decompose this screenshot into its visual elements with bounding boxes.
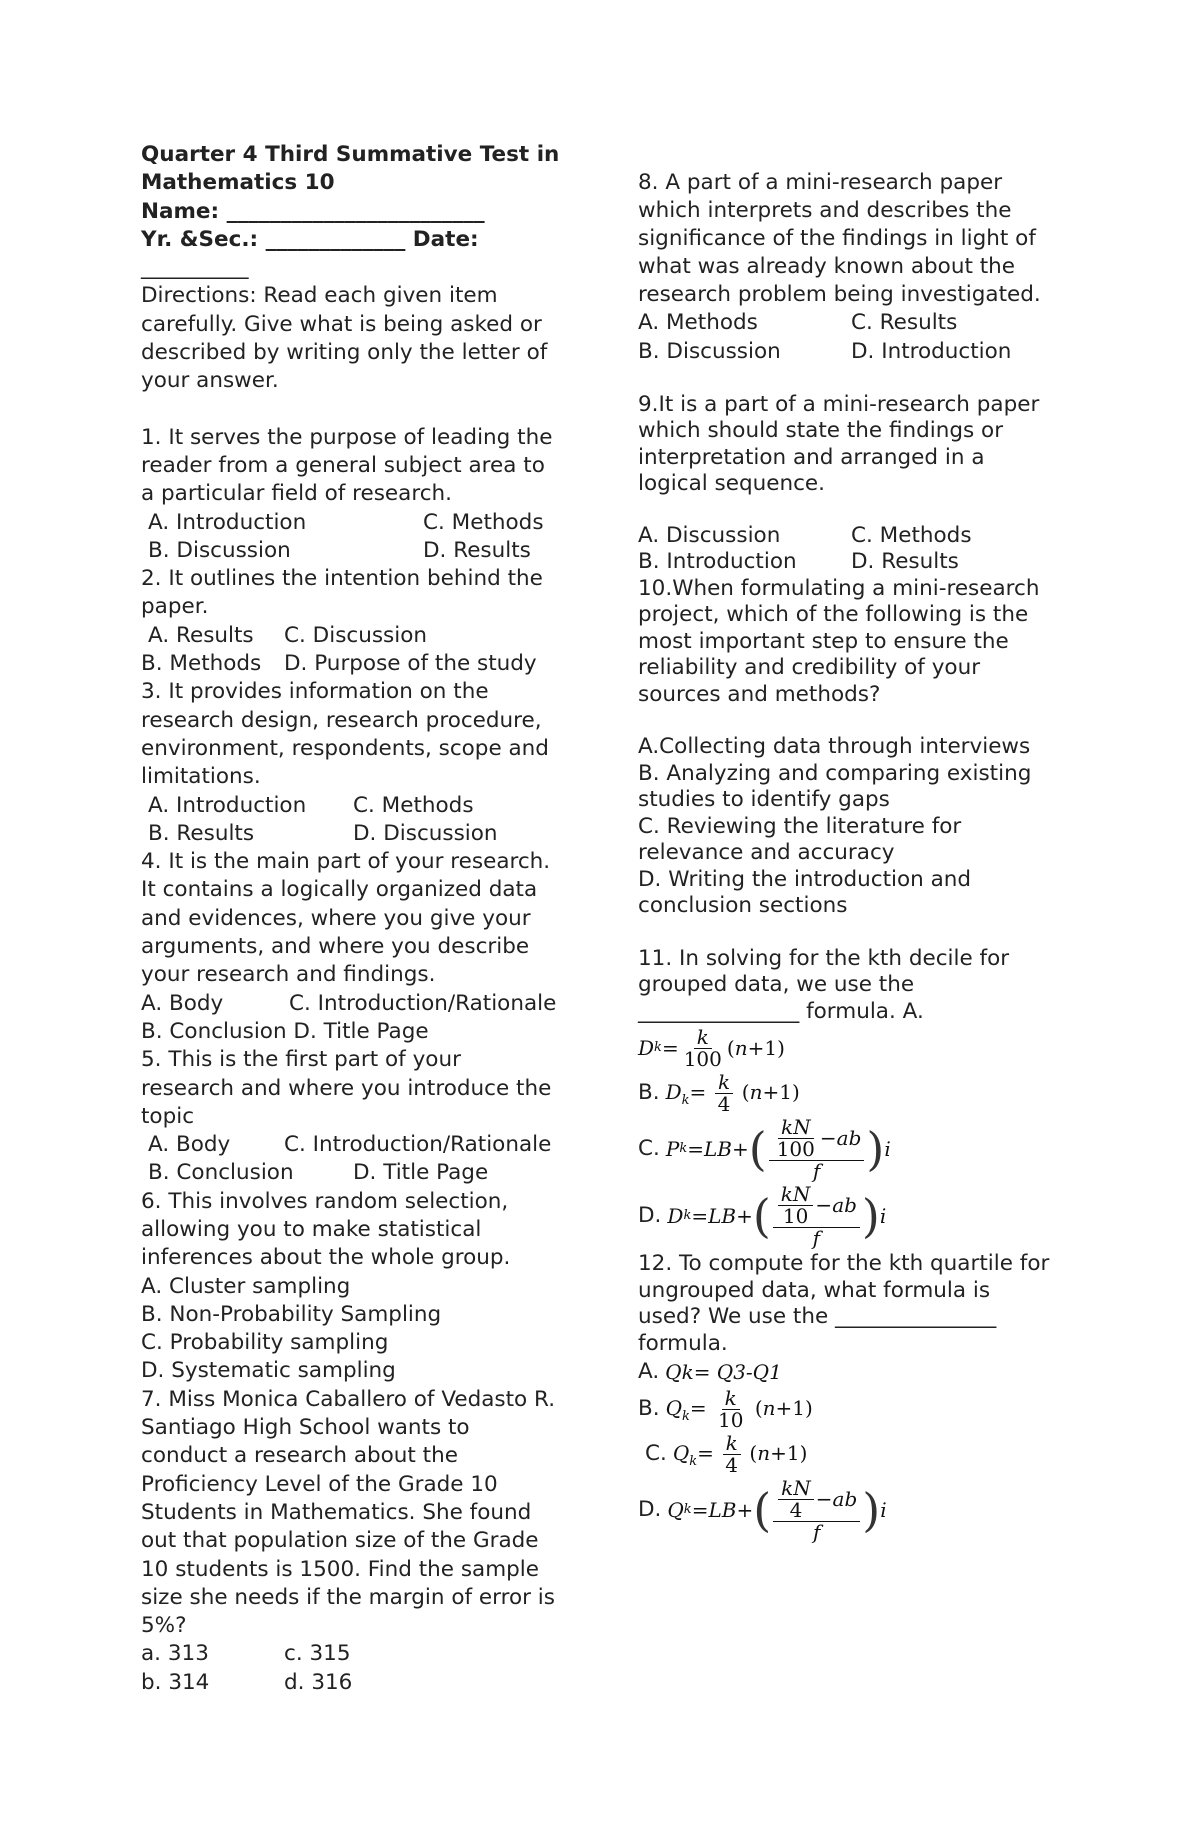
question-line: formula. <box>638 1330 728 1356</box>
question-12 <box>638 1251 1068 1543</box>
question-line: sources and methods? <box>638 681 881 707</box>
option: D. Systematic sampling <box>141 1358 396 1384</box>
question-line: topic <box>141 1103 195 1129</box>
right-column <box>638 169 1068 1545</box>
question-line: and evidences, where you give your <box>141 905 531 931</box>
question-line: what was already known about the <box>638 254 1015 280</box>
option-label: C. <box>638 1136 660 1162</box>
question-line: logical sequence. <box>638 471 825 497</box>
question-line: Proficiency Level of the Grade 10 <box>141 1471 498 1497</box>
question-line: Santiago High School wants to <box>141 1415 470 1441</box>
question-line: which should state the findings or <box>638 418 1004 444</box>
option: A. Body <box>141 990 224 1016</box>
question-line: 6. This involves random selection, <box>141 1188 509 1214</box>
option: A. Introduction <box>148 792 307 818</box>
option: c. 315 <box>284 1641 351 1667</box>
option: studies to identify gaps <box>638 787 890 813</box>
option: C. Methods <box>353 792 474 818</box>
question-line: 2. It outlines the intention behind the <box>141 566 543 592</box>
option: C. Methods <box>423 509 544 535</box>
title-line: Quarter 4 Third Summative Test in <box>141 142 560 167</box>
option: D. Writing the introduction and <box>638 866 972 892</box>
option: C. Probability sampling <box>141 1330 389 1356</box>
question-line: It contains a logically organized data <box>141 877 538 903</box>
formula-decile-c: C. P k = LB + ( $\frac{kN}{100}$ − ab f ) i <box>638 1115 891 1184</box>
formula-quartile-b: B. $Q_k=$ $\frac{k}{10}$ (n+1) <box>638 1385 813 1432</box>
question-7 <box>141 1386 571 1697</box>
option: B. Non-Probability Sampling <box>141 1301 442 1327</box>
left-column <box>141 141 571 1697</box>
formula-decile-d: D. D k = LB + ( $\frac{kN}{10}$ − ab f ) i <box>638 1182 887 1251</box>
question-line: paper. <box>141 594 209 620</box>
question-line: 3. It provides information on the <box>141 679 489 705</box>
option: B. Discussion <box>148 537 291 563</box>
question-10 <box>638 576 1068 920</box>
question-line: inferences about the whole group. <box>141 1245 511 1271</box>
question-2 <box>141 565 571 678</box>
option: C. Results <box>851 310 958 336</box>
question-line: 5%? <box>141 1613 187 1639</box>
question-line: your research and findings. <box>141 962 436 988</box>
answer-blank-line[interactable]: _______________ formula. A. <box>638 998 924 1024</box>
question-1 <box>141 424 571 565</box>
test-title <box>141 141 571 198</box>
question-line: 11. In solving for the kth decile for <box>638 945 1010 971</box>
directions-line: carefully. Give what is being asked or <box>141 311 542 337</box>
option: C. Reviewing the literature for <box>638 813 962 839</box>
question-line: a particular field of research. <box>141 481 452 507</box>
option: B. Conclusion D. Title Page <box>141 1018 429 1044</box>
question-line: significance of the findings in light of <box>638 226 1036 252</box>
option-label: A. <box>638 1359 660 1385</box>
option: A. Results <box>148 622 254 648</box>
title-line: Mathematics 10 <box>141 170 335 196</box>
option: B. Methods <box>141 651 262 677</box>
question-5 <box>141 1046 571 1187</box>
option: B. Discussion <box>638 338 781 364</box>
question-line: project, which of the following is the <box>638 602 1029 628</box>
option: b. 314 <box>141 1669 210 1695</box>
option: B. Analyzing and comparing existing <box>638 760 1032 786</box>
option: A. Cluster sampling <box>141 1273 351 1299</box>
option: D. Results <box>851 549 959 575</box>
question-line: Students in Mathematics. She found <box>141 1499 532 1525</box>
question-8 <box>638 169 1068 366</box>
question-9 <box>638 392 1068 576</box>
directions-line: your answer. <box>141 368 279 394</box>
question-line: environment, respondents, scope and <box>141 735 549 761</box>
directions-line: described by writing only the letter of <box>141 340 548 366</box>
option-label: C. <box>645 1440 667 1466</box>
option: B. Results <box>148 820 255 846</box>
question-line: 9.It is a part of a mini-research paper <box>638 391 1040 417</box>
option: C. Introduction/Rationale <box>289 990 557 1016</box>
option: C. Discussion <box>284 622 428 648</box>
formula-decile-b: B. $D_k=$ $\frac{k}{4}$ (n+1) <box>638 1070 800 1117</box>
option: D. Results <box>423 537 531 563</box>
option: D. Purpose of the study <box>284 651 537 677</box>
question-line: size she needs if the margin of error is <box>141 1584 555 1610</box>
question-line: research problem being investigated. <box>638 282 1041 308</box>
formula-quartile-d: D. Q k = LB + ( $\frac{kN}{4}$ − ab f ) i <box>638 1475 887 1544</box>
name-field[interactable]: Name: ________________________ <box>141 198 485 224</box>
option: C. Introduction/Rationale <box>284 1132 552 1158</box>
option: A. Introduction <box>148 509 307 535</box>
option: conclusion sections <box>638 893 848 919</box>
question-line: research and where you introduce the <box>141 1075 552 1101</box>
option: C. Methods <box>851 522 972 548</box>
question-line: arguments, and where you describe <box>141 934 530 960</box>
question-line: 7. Miss Monica Caballero of Vedasto R. <box>141 1386 556 1412</box>
question-line: 5. This is the first part of your <box>141 1047 461 1073</box>
yr-sec-date-field[interactable]: Yr. &Sec.: _____________ Date: <box>141 226 479 252</box>
question-line: out that population size of the Grade <box>141 1528 539 1554</box>
option: B. Introduction <box>638 549 797 575</box>
question-line: which interprets and describes the <box>638 198 1012 224</box>
question-line: interpretation and arranged in a <box>638 444 985 470</box>
option-label: B. <box>638 1080 660 1106</box>
question-line: reliability and credibility of your <box>638 655 981 681</box>
question-line: 10 students is 1500. Find the sample <box>141 1556 539 1582</box>
option: A. Body <box>148 1132 231 1158</box>
option: d. 316 <box>284 1669 353 1695</box>
option: A.Collecting data through interviews <box>638 734 1031 760</box>
question-line: ungrouped data, what formula is <box>638 1277 991 1303</box>
question-line: 1. It serves the purpose of leading the <box>141 424 553 450</box>
formula-decile-a: D k = $\frac{k}{100}$ ( n + 1 ) <box>638 1025 785 1072</box>
question-11 <box>638 946 1068 1250</box>
question-line: grouped data, we use the <box>638 972 915 998</box>
date-blank[interactable]: __________ <box>141 255 249 281</box>
question-line: reader from a general subject area to <box>141 452 545 478</box>
question-line: research design, research procedure, <box>141 707 542 733</box>
option: D. Introduction <box>851 338 1012 364</box>
question-line: allowing you to make statistical <box>141 1216 482 1242</box>
option-label: B. <box>638 1395 660 1421</box>
option-label: D. <box>638 1203 662 1229</box>
option: B. Conclusion <box>148 1160 294 1186</box>
question-4 <box>141 848 571 1046</box>
question-line: limitations. <box>141 764 261 790</box>
directions-line: Directions: Read each given item <box>141 283 498 309</box>
option: D. Discussion <box>353 820 498 846</box>
option: relevance and accuracy <box>638 840 895 866</box>
option-label: D. <box>638 1496 662 1522</box>
option: A. Discussion <box>638 522 781 548</box>
question-line: most important step to ensure the <box>638 628 1009 654</box>
directions <box>141 282 571 395</box>
option: A. Methods <box>638 310 758 336</box>
question-line: 12. To compute for the kth quartile for <box>638 1251 1050 1277</box>
question-line: 10.When formulating a mini-research <box>638 575 1040 601</box>
question-line: used? We use the _______________ <box>638 1304 997 1330</box>
option: a. 313 <box>141 1641 209 1667</box>
formula-quartile-c: C. $Q_k=$ $\frac{k}{4}$ (n+1) <box>638 1433 1068 1476</box>
question-6 <box>141 1188 571 1386</box>
question-line: conduct a research about the <box>141 1443 458 1469</box>
question-line: 8. A part of a mini-research paper <box>638 170 1003 195</box>
question-3 <box>141 678 571 848</box>
formula-quartile-a: A. Qk= Q3-Q1 <box>638 1359 782 1385</box>
question-line: 4. It is the main part of your research. <box>141 849 551 875</box>
option: D. Title Page <box>353 1160 489 1186</box>
